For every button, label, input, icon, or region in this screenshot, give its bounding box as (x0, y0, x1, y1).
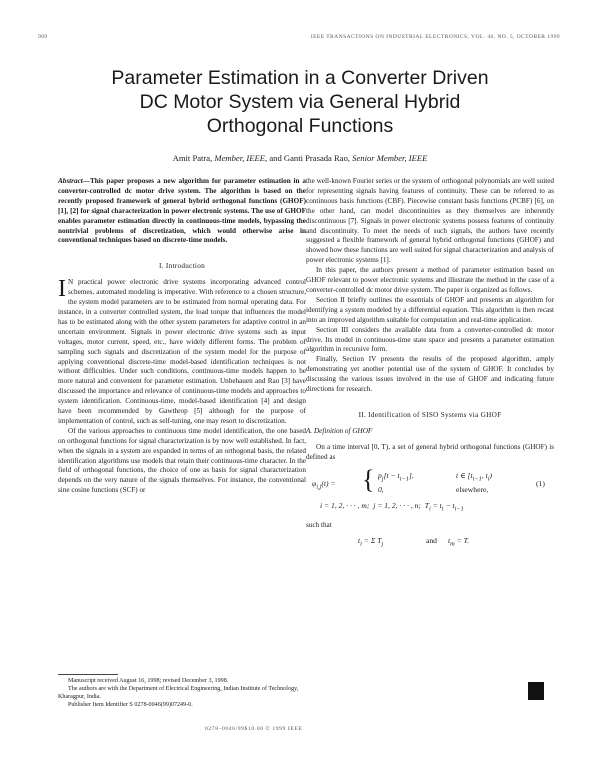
paper-title (60, 66, 540, 138)
right-paragraph-1: the well-known Fourier series or the system of orthogonal polynomials are well suited for representing signals having features of continuity. These can be referred to as continuous basis functions (CBF). Piecewise constant basis functions (PCBF) [6], on the other hand, can model discontinuities as they themselves are inherently discontinuous [7]. Signals in power electronic systems possess features of continuity and discontinuity. To meet the needs of such signals, the authors have recently suggested a flexible framework of general hybrid orthogonal functions (GHOF) and showed how these functions are well suited for signal characterization and analysis of power electronic systems [1]. (306, 177, 554, 265)
abstract-label: Abstract— (58, 177, 90, 185)
running-head: IEEE TRANSACTIONS ON INDUSTRIAL ELECTRONICS, VOL. 46, NO. 5, OCTOBER 1999 (310, 34, 560, 40)
intro-paragraph-2: Of the various approaches to continuous time model identification, the one based on orthogonal functions for signal characterization is by now well established. In fact, when the signals in a system are expanded in terms of an orthogonal basis, the related identification algorithms use models that retain their continuous-time character. In the field of orthogonal functions, the choice of one as basis for signal characterization depends on the very nature of the signals themselves. For instance, the conventional sine cosine functions (SCF) or (58, 426, 306, 495)
footnote-line-1: Manuscript received August 16, 1998; revised December 3, 1998. (68, 678, 229, 684)
abstract-text: This paper proposes a new algorithm for parameter estimation in a converter-controlled dc motor drive system. The algorithm is based on the recently proposed framework of general hybrid orthogonal functions (GHOF) [1], [2] for signal characterization in power electronic systems. The use of GHOF enables parameter estimation directly in continuous-time models, bypassing the nontrivial problems of discretization, which would otherwise arise in conventional techniques based on discrete-time models. (58, 177, 306, 245)
eq-case-1: $p_j[t - t_{i-1}]$, (378, 470, 414, 483)
footnote-line-2: The authors are with the Department of Electrical Engineering, Indian Institute of Technology, Kharagpur, India. (58, 685, 299, 700)
author-joiner: and (269, 153, 282, 163)
eq-brace: { (362, 464, 375, 494)
subsection-heading-ghof: A. Definition of GHOF (306, 426, 373, 435)
author-2-name: Ganti Prasada Rao, (283, 153, 351, 163)
eq-lhs: $\varphi_{i,j}(t)$ = (312, 478, 336, 491)
abstract (58, 177, 306, 246)
eq-case-2-condition: elsewhere, (456, 484, 489, 494)
eq-case-2: 0, (378, 484, 384, 494)
running-header (38, 34, 560, 40)
eq2-and: and (426, 536, 437, 546)
intro-paragraph-1 (58, 278, 306, 427)
intro-paragraph-1-text: N practical power electronic drive systems incorporating advanced control schemes, automated modeling is imperative. With reference to a chosen structure, the system model parameters are to be estimated from normal operating data. For instance, in a converter controlled system, the load torque that influences the model has to be estimated along with the other system parameters for adaptive control in an uncertain environment. Signals in power electronic drive systems such as input voltages, motor current, speed, etc., have widely different forms. The problem of sampling such signals and discretization of the system model for the purpose of applying conventional discrete-time model-based identification techniques is not without difficulties. Under such conditions, continuous-time models happen to be more natural and convenient for parameter estimation. Unbehauen and Rao [3] have discussed the importance and relevance of continuous-time models and approaches to system identification. Continuous-time, model-based identification [4] and design have been recommended by Gawthrop [5] although for the purpose of implementation of control, such as self-tuning, one may resort to discretization. (58, 278, 306, 425)
right-paragraph-3: Section II briefly outlines the essentials of GHOF and presents an algorithm for identifying a system modeled by a differential equation. This algorithm is then recast into an improved algorithm suitable for computation and real-time application. (306, 295, 554, 324)
drop-cap: I (58, 276, 66, 303)
copyright-footer: 0278–0046/99$10.00 © 1999 IEEE (205, 726, 303, 732)
author-1-title: Member, IEEE, (214, 153, 268, 163)
scan-artifact-square (528, 682, 544, 700)
author-1-name: Amit Patra, (172, 153, 213, 163)
equation-2 (306, 530, 554, 554)
authors (40, 153, 560, 163)
author-2-title: Senior Member, IEEE (352, 153, 428, 163)
title-line-3: Orthogonal Functions (206, 115, 394, 137)
right-paragraph-2: In this paper, the authors present a method of parameter estimation based on GHOF relevant to power electronic systems and illustrate the method in the case of a converter-controlled dc motor drive system. The paper is organized as follows. (306, 266, 554, 294)
left-column (58, 177, 306, 496)
footnote-line-3: Publisher Item Identifier S 0278-0046(99)07249-0. (68, 701, 193, 708)
eq2-lhs: $t_i = \Sigma$ $T_j$ (358, 536, 384, 548)
right-column (306, 177, 554, 554)
footnote (58, 678, 306, 710)
right-paragraph-5: Finally, Section IV presents the results of the proposed algorithm, amply demonstrating yet another potential use of the system of GHOF. It concludes by discussing the various issues involved in the use of GHOF and indicating future directions for research. (306, 355, 554, 394)
equation-1 (306, 465, 554, 519)
section-heading-2: II. Identification of SISO Systems via GHOF (358, 410, 502, 419)
eq-indices: i = 1, 2, · · · , m; j = 1, 2, · · · , n; $T_i = t_i - t_{i-1}$ (320, 500, 464, 513)
right-paragraph-4: Section III considers the available data from a converter-controlled dc motor drive. Its model in continuous-time state space and presents a parameter estimation algorithm in recursive form. (306, 325, 554, 354)
eq-number: (1) (536, 478, 545, 488)
title-line-2: DC Motor System via General Hybrid (139, 91, 461, 113)
page-number: 909 (38, 34, 48, 40)
right-paragraph-6: On a time interval [0, T), a set of general hybrid orthogonal functions (GHOF) is defined as (306, 442, 554, 461)
title-line-1: Parameter Estimation in a Converter Driven (111, 67, 489, 89)
footnote-rule (58, 674, 118, 675)
eq-case-1-condition: t ∈ [$t_{i-1}$, $t_i$) (456, 470, 493, 483)
section-heading-introduction: I. Introduction (158, 262, 206, 271)
eq2-rhs: $t_m = T$. (448, 536, 470, 548)
such-that-text: such that (306, 520, 332, 529)
